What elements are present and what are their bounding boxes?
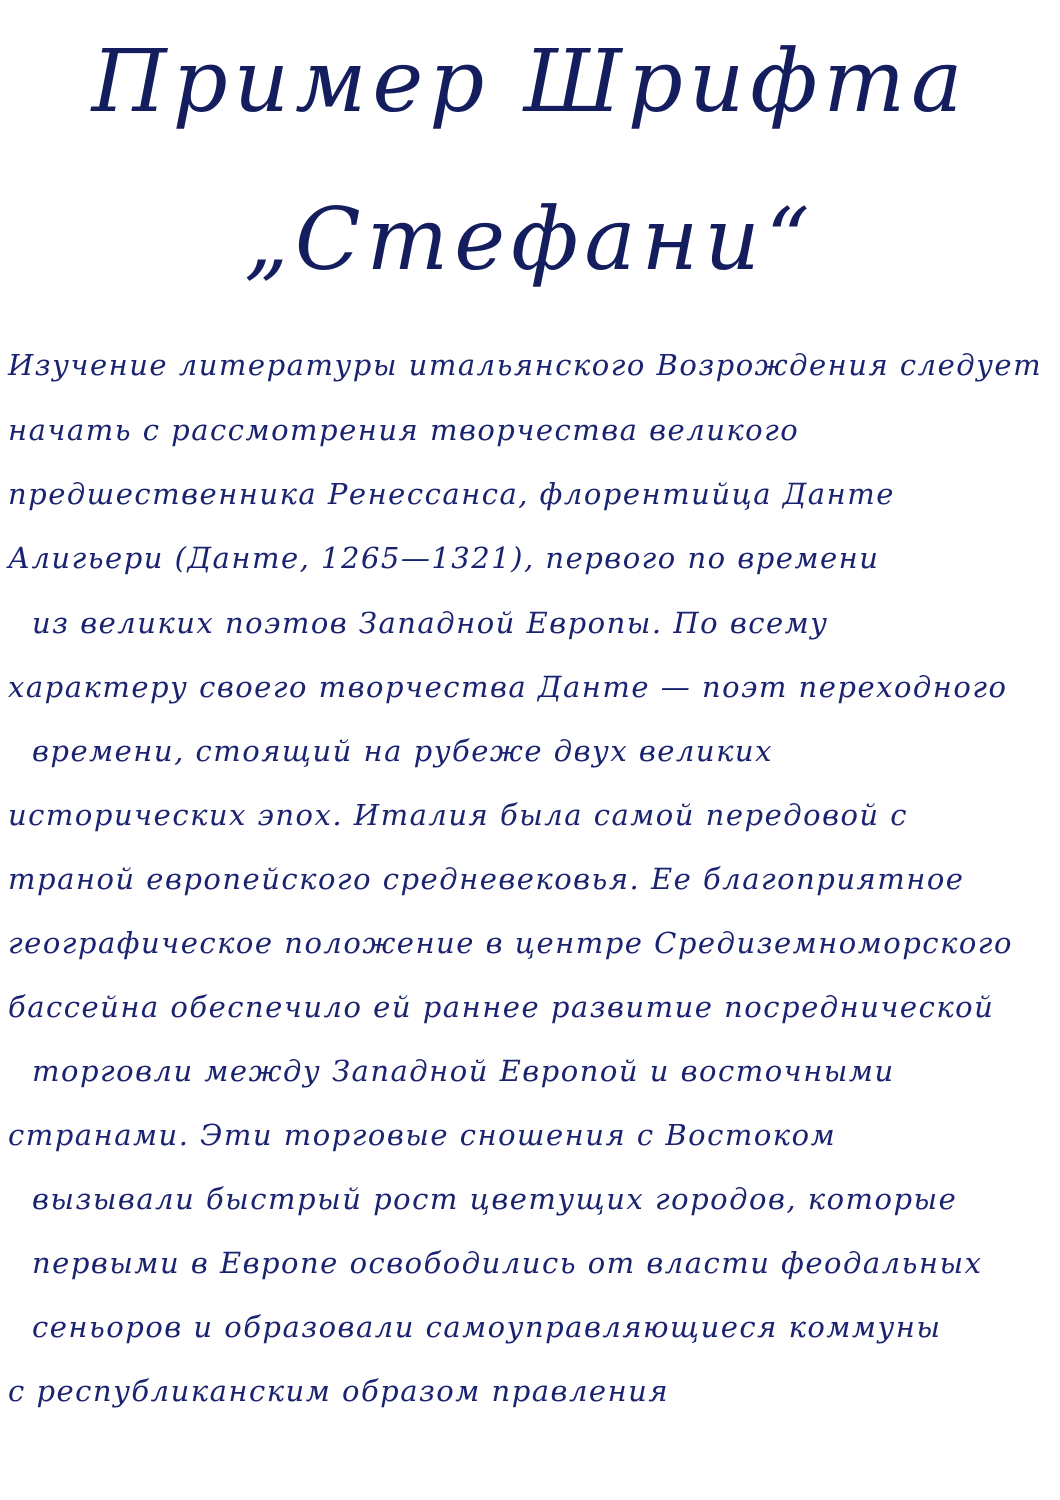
body-line-15: первыми в Европе освободились от власти феодальных: [32, 1246, 983, 1280]
body-line-5: из великих поэтов Западной Европы. По всему: [32, 606, 829, 640]
body-line-16: сеньоров и образовали самоуправляющиеся коммуны: [32, 1310, 942, 1344]
body-line-9: траной европейского средневековья. Ее благоприятное: [8, 862, 965, 896]
body-line-17: с республиканским образом правления: [8, 1374, 670, 1408]
body-line-8: исторических эпох. Италия была самой передовой с: [8, 798, 909, 832]
body-line-13: странами. Эти торговые сношения с Востоком: [8, 1118, 837, 1152]
body-line-14: вызывали быстрый рост цветущих городов, которые: [32, 1182, 958, 1216]
body-line-2: начать с рассмотрения творчества великого: [8, 413, 800, 447]
body-line-10: географическое положение в центре Средиземноморского: [8, 926, 1013, 960]
title-line-2: „Стефани“: [244, 190, 816, 290]
body-line-1: Изучение литературы итальянского Возрождения следует: [8, 348, 1043, 382]
body-line-12: торговли между Западной Европой и восточными: [32, 1054, 895, 1088]
body-line-7: времени, стоящий на рубеже двух великих: [32, 734, 773, 768]
title-line-1: Пример Шрифта: [91, 32, 969, 132]
body-line-3: предшественника Ренессанса, флорентийца Данте: [8, 477, 895, 511]
body-line-11: бассейна обеспечило ей раннее развитие посреднической: [8, 990, 995, 1024]
body-line-6: характеру своего творчества Данте — поэт переходного: [8, 670, 1008, 704]
body-line-4: Алигьери (Данте, 1265—1321), первого по времени: [8, 541, 880, 575]
